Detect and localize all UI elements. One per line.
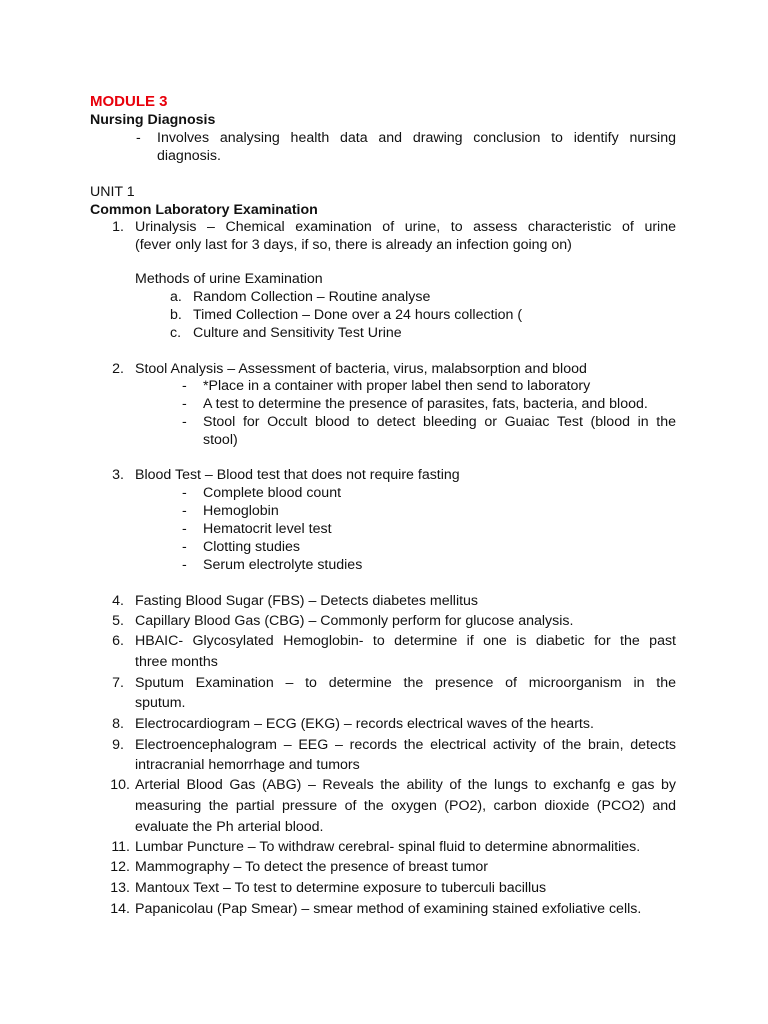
item-number: 12. (110, 859, 130, 875)
item-number: 1. (112, 219, 124, 235)
item-text: Arterial Blood Gas (ABG) – Reveals the ability of the lungs to exchanfg e gas by (135, 777, 676, 793)
module-title: MODULE 3 (90, 93, 168, 110)
item-text-cont: measuring the partial pressure of the oxygen (PO2), carbon dioxide (PCO2) and (135, 798, 676, 814)
intro-text: Involves analysing health data and drawing conclusion to identify nursing (157, 130, 676, 146)
method-item: Culture and Sensitivity Test Urine (193, 325, 402, 341)
bullet-marker: - (182, 521, 187, 537)
item-number: 8. (112, 716, 124, 732)
bullet-item: *Place in a container with proper label then send to laboratory (203, 378, 591, 394)
bullet-item: Hemoglobin (203, 503, 279, 519)
item-number: 5. (112, 613, 124, 629)
item-text: Papanicolau (Pap Smear) – smear method of examining stained exfoliative cells. (135, 901, 642, 917)
bullet-item: Complete blood count (203, 485, 342, 501)
bullet-marker: - (182, 378, 187, 394)
item-text-cont: intracranial hemorrhage and tumors (135, 757, 360, 773)
item-number: 4. (112, 593, 124, 609)
item-text: Blood Test – Blood test that does not require fasting (135, 467, 460, 483)
bullet-marker: - (182, 503, 187, 519)
item-text: Mammography – To detect the presence of breast tumor (135, 859, 489, 875)
bullet-item-cont: stool) (203, 432, 238, 448)
methods-title: Methods of urine Examination (135, 271, 323, 287)
bullet-item: Clotting studies (203, 539, 300, 555)
item-text: Lumbar Puncture – To withdraw cerebral- spinal fluid to determine abnormalities. (135, 839, 641, 855)
item-text: Capillary Blood Gas (CBG) – Commonly perform for glucose analysis. (135, 613, 574, 629)
item-text-cont: sputum. (135, 695, 186, 711)
bullet-marker: - (182, 557, 187, 573)
item-text: Stool Analysis – Assessment of bacteria, virus, malabsorption and blood (135, 361, 587, 377)
item-number: 7. (112, 675, 124, 691)
bullet-marker: - (182, 414, 187, 430)
bullet-item: Stool for Occult blood to detect bleeding or Guaiac Test (blood in the (203, 414, 676, 430)
bullet-marker: - (182, 485, 187, 501)
method-marker: b. (170, 307, 182, 323)
item-number: 9. (112, 737, 124, 753)
section-title: Nursing Diagnosis (90, 112, 216, 128)
item-text: HBAIC- Glycosylated Hemoglobin- to determine if one is diabetic for the past (135, 633, 676, 649)
item-number: 2. (112, 361, 124, 377)
item-number: 3. (112, 467, 124, 483)
item-number: 10. (110, 777, 130, 793)
bullet-item: Serum electrolyte studies (203, 557, 363, 573)
bullet-marker: - (182, 396, 187, 412)
method-item: Timed Collection – Done over a 24 hours collection ( (193, 307, 523, 323)
intro-marker: - (136, 130, 141, 146)
item-text: Fasting Blood Sugar (FBS) – Detects diabetes mellitus (135, 593, 479, 609)
bullet-item: Hematocrit level test (203, 521, 332, 537)
bullet-marker: - (182, 539, 187, 555)
item-text-cont: (fever only last for 3 days, if so, there is already an infection going on) (135, 237, 572, 253)
item-text-cont: three months (135, 654, 218, 670)
bullet-item: A test to determine the presence of parasites, fats, bacteria, and blood. (203, 396, 648, 412)
method-marker: a. (170, 289, 182, 305)
method-item: Random Collection – Routine analyse (193, 289, 431, 305)
item-text: Electrocardiogram – ECG (EKG) – records electrical waves of the hearts. (135, 716, 594, 732)
item-number: 6. (112, 633, 124, 649)
item-text: Electroencephalogram – EEG – records the electrical activity of the brain, detects (135, 737, 676, 753)
unit-title: Common Laboratory Examination (90, 202, 318, 218)
item-text-cont: evaluate the Ph arterial blood. (135, 819, 324, 835)
item-text: Mantoux Text – To test to determine exposure to tuberculi bacillus (135, 880, 547, 896)
unit-label: UNIT 1 (90, 184, 135, 200)
item-number: 11. (111, 839, 130, 855)
intro-text-cont: diagnosis. (157, 148, 221, 164)
item-number: 13. (110, 880, 130, 896)
method-marker: c. (170, 325, 182, 341)
item-text: Sputum Examination – to determine the presence of microorganism in the (135, 675, 676, 691)
item-text: Urinalysis – Chemical examination of urine, to assess characteristic of urine (135, 219, 676, 235)
item-number: 14. (110, 901, 130, 917)
